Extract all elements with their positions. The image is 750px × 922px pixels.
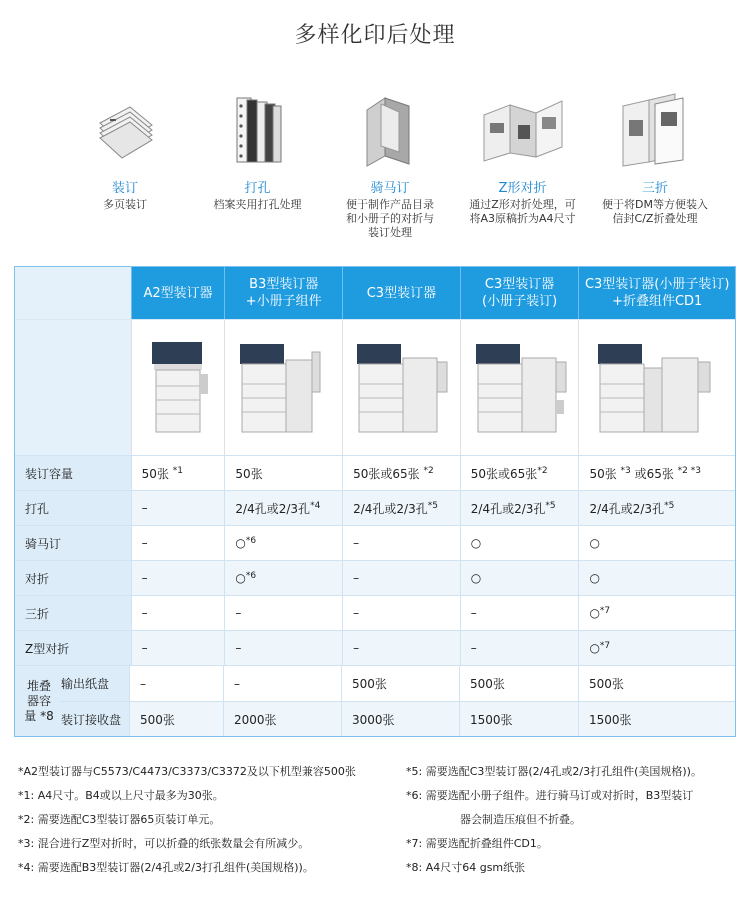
hole-punch-icon [193,85,323,175]
footnote: 器会制造压痕但不折叠。 [460,813,581,826]
feature-name: Z形对折 [498,181,547,196]
table-row: 装订容量 50张 $^{*1}$ 50张 50张或65张 $^{*2}$ 50张或65张 $^{*2}$ 50张 $^{*3}$ 或65张 $^{*2 *3}$ [15,455,735,490]
feature-zfold [458,85,588,240]
footnote: *2: 需要选配C3型装订器65页装订单元。 [18,813,221,826]
feature-desc: 便于将DM等方便装入 信封C/Z折叠处理 [602,198,708,225]
table-row: 三折 – – – – ○ $^{*7}$ [15,595,735,630]
printer-b3-image [224,320,342,455]
feature-staple [60,85,190,240]
header-c3-booklet: C3型装订器 (小册子装订) [460,267,579,319]
feature-name: 骑马订 [370,181,410,196]
table-row: 骑马订 – ○ $^{*6}$ – ○ ○ [15,525,735,560]
tri-fold-icon [590,85,720,175]
feature-desc: 便于制作产品目录 和小册子的对折与 装订处理 [346,198,434,239]
saddle-stitch-icon [325,85,455,175]
z-fold-icon [458,85,588,175]
feature-trifold [590,85,720,240]
feature-punch [193,85,323,240]
footnote: *1: A4尺寸。B4或以上尺寸最多为30张。 [18,789,224,802]
feature-name: 三折 [641,181,668,196]
table-row: 装订接收盘 500张 2000张 3000张 1500张 1500张 [59,701,735,736]
footnote: *5: 需要选配C3型装订器(2/4孔或2/3打孔组件(美国规格))。 [406,765,702,778]
printer-c3-image [342,320,460,455]
header-a2: A2型装订器 [131,267,225,319]
stacker-capacity-group [15,665,735,736]
stapled-pages-icon [60,85,190,175]
header-b3: B3型装订器 +小册子组件 [224,267,342,319]
footnotes-left [18,760,408,880]
printer-c3-booklet-image [460,320,579,455]
page-title: 多样化印后处理 [294,23,456,48]
feature-desc: 多页装订 [103,198,147,211]
footnote: *4: 需要选配B3型装订器(2/4孔或2/3打孔组件(美国规格))。 [18,861,314,874]
header-c3: C3型装订器 [342,267,460,319]
feature-list [60,85,720,240]
header-corner [15,267,131,319]
feature-name: 打孔 [244,181,271,196]
table-header [15,267,735,319]
footnote: *6: 需要选配小册子组件。进行骑马订或对折时，B3型装订 [406,789,694,802]
printer-c3-cd1-image [578,320,735,455]
header-c3-booklet-cd1: C3型装订器(小册子装订) +折叠组件CD1 [578,267,735,319]
footnote: *A2型装订器与C5573/C4473/C3373/C3372及以下机型兼容500张 [18,765,356,778]
feature-desc: 档案夹用打孔处理 [213,198,302,211]
footnote: *8: A4尺寸64 gsm纸张 [406,861,526,874]
table-row: 输出纸盘 – – 500张 500张 500张 [59,666,735,701]
footnotes-right [406,760,738,880]
printer-a2-image [131,320,225,455]
table-row: 打孔 – 2/4孔或2/3孔 $^{*4}$ 2/4孔或2/3孔 $^{*5}$ 2/4孔或2/3孔 $^{*5}$ 2/4孔或2/3孔 $^{*5}$ [15,490,735,525]
footnote: *3: 混合进行Z型对折时，可以折叠的纸张数量会有所减少。 [18,837,310,850]
table-row: Z型对折 – – – – ○ $^{*7}$ [15,630,735,665]
footnote: *7: 需要选配折叠组件CD1。 [406,837,548,850]
comparison-table [14,266,736,737]
printer-image-row [15,319,735,455]
feature-desc: 通过Z形对折处理，可 将A3原稿折为A4尺寸 [469,198,576,225]
table-row: 对折 – ○ $^{*6}$ – ○ ○ [15,560,735,595]
feature-saddle [325,85,455,240]
feature-name: 装订 [111,181,138,196]
stacker-capacity-label: 堆叠 器容 量 *8 [15,666,59,736]
